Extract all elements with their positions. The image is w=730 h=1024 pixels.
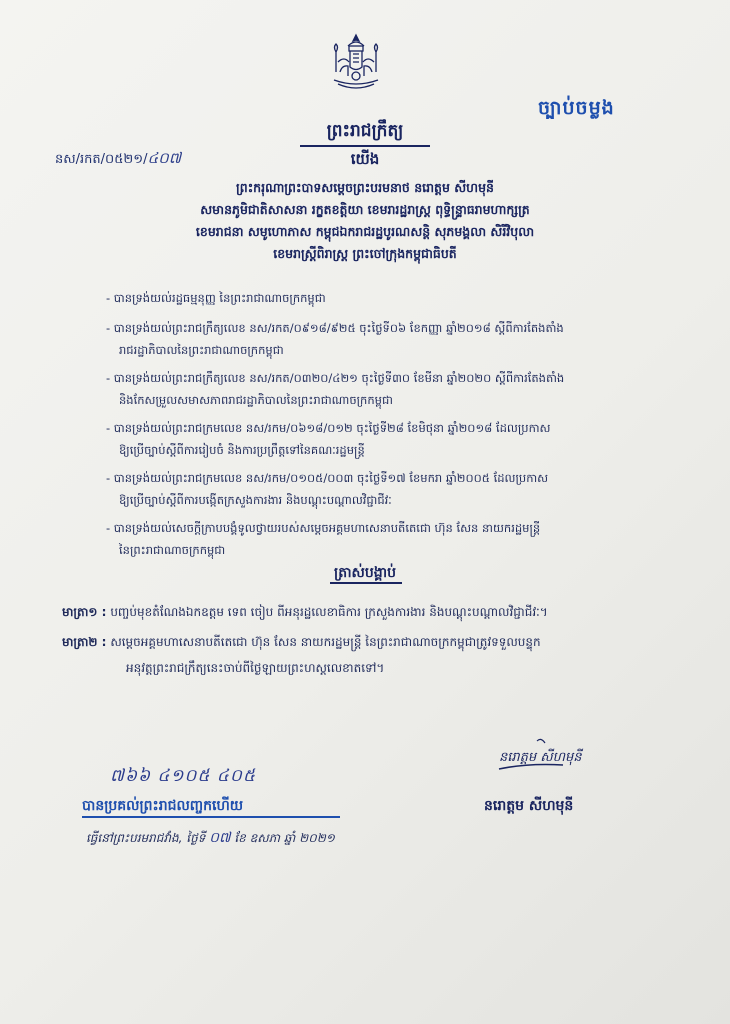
recital-line: - បានទ្រង់យល់ព្រះរាជក្រមលេខ នស/រកម/០៦១៨/០១២ ចុះថ្ងៃទី២៨ ខែមិថុនា ឆ្នាំ២០១៨ ដែលប្រកាស xyxy=(106,421,551,435)
article-label: មាត្រា២ : xyxy=(62,635,107,649)
article-text: អនុវត្តព្រះរាជក្រឹត្យនេះចាប់ពីថ្ងៃឡាយព្រះហស្តលេខាតទៅ។ xyxy=(126,661,385,675)
date-suffix: ខែ ឧសភា ឆ្នាំ ២០២១ xyxy=(234,831,335,845)
title-underline xyxy=(300,145,430,147)
registration-stamp: បានប្រគល់ព្រះរាជលញ្ចកហើយ xyxy=(82,798,244,814)
recital-line: នៃព្រះរាជាណាចក្រកម្ពុជា xyxy=(119,543,226,557)
article-text: សម្តេចអគ្គមហាសេនាបតីតេជោ ហ៊ុន សែន នាយករដ្ឋមន្ត្រី នៃព្រះរាជាណាចក្រកម្ពុជាត្រូវទទួលបន្ទុក xyxy=(110,635,541,649)
royal-coat-of-arms-icon xyxy=(328,32,384,94)
document-title: ព្រះរាជក្រឹត្យ xyxy=(326,121,404,141)
king-title-line: សមានភូមិជាតិសាសនា រក្ខតខត្តិយា ខេមរារដ្ឋរាស្ត្រ ពុទ្ធិន្ទ្រាធរាមហាក្សត្រ xyxy=(200,202,530,217)
recital-line: - បានទ្រង់យល់សេចក្តីក្រាបបង្គំទូលថ្វាយរបស់សម្តេចអគ្គមហាសេនាបតីតេជោ ហ៊ុន សែន នាយករដ្ឋមន្ត្រី xyxy=(106,521,541,535)
registration-stamp-underline xyxy=(82,816,340,818)
signature-handwritten: នរោត្តម សីហមុនី xyxy=(499,750,582,765)
issue-date xyxy=(86,828,335,849)
recital-line: - បានទ្រង់យល់ព្រះរាជក្រឹត្យលេខ នស/រកត/០៣២០/៤២១ ចុះថ្ងៃទី៣០ ខែមីនា ឆ្នាំ២០២០ ស្តីពីការតែងតាំង xyxy=(106,371,565,385)
recital-line: និងកែសម្រួលសមាសភាពរាជរដ្ឋាភិបាលនៃព្រះរាជាណាចក្រកម្ពុជា xyxy=(119,393,393,407)
recital-line: រាជរដ្ឋាភិបាលនៃព្រះរាជាណាចក្រកម្ពុជា xyxy=(119,343,284,357)
registration-number: ៧៦៦ ៤១០៥ ៤០៥ xyxy=(110,766,256,786)
recital-line: - បានទ្រង់យល់រដ្ឋធម្មនុញ្ញ នៃព្រះរាជាណាចក្រកម្ពុជា xyxy=(106,291,326,305)
word-yeung: យើង xyxy=(350,150,380,168)
recital-line: - បានទ្រង់យល់ព្រះរាជក្រឹត្យលេខ នស/រកត/០៩១៨/៩២៥ ចុះថ្ងៃទី០៦ ខែកញ្ញា ឆ្នាំ២០១៨ ស្តីពីការតែងតាំង xyxy=(106,321,564,335)
decree-underline xyxy=(330,582,402,584)
recital-line: - បានទ្រង់យល់ព្រះរាជក្រមលេខ នស/រកម/០១០៥/០០៣ ចុះថ្ងៃទី១៧ ខែមករា ឆ្នាំ២០០៥ ដែលប្រកាស xyxy=(106,471,549,485)
recital-line: ឱ្យប្រើច្បាប់ស្តីពីការបង្កើតក្រសួងការងារ និងបណ្តុះបណ្តាលវិជ្ជាជីវៈ xyxy=(119,493,392,507)
article-2 xyxy=(62,634,682,652)
decree-heading: ត្រាស់បង្គាប់ xyxy=(334,565,396,581)
royal-signature xyxy=(497,735,582,777)
article-1 xyxy=(62,604,682,622)
king-title-line: ខេមរាជនា សមូហោភាស កម្ពុជឯករាជរដ្ឋបូរណសន្តិ សុភមង្គលា សិរីវិបុលា xyxy=(195,224,535,239)
king-title-line: ខេមរាស្ត្រីពិរាស្ត្រ ព្រះចៅក្រុងកម្ពុជាធិបតី xyxy=(273,246,457,261)
copy-stamp: ច្បាប់ចម្លង xyxy=(538,97,615,119)
reference-printed: នស/រកត/០៥២១/ xyxy=(55,152,148,167)
date-prefix: ធ្វើនៅព្រះបរមរាជវាំង, ថ្ងៃទី xyxy=(86,831,206,845)
reference-handwritten: ៤០៧ xyxy=(147,149,182,167)
signatory-name: នរោត្តម សីហមុនី xyxy=(484,798,574,814)
date-day: ០៧ xyxy=(209,830,231,846)
article-text: បញ្ចប់មុខតំណែងឯកឧត្តម ទេព ចៀប ពីអនុរដ្ឋលេខាធិការ ក្រសួងការងារ និងបណ្តុះបណ្តាលវិជ្ជាជីវៈ។ xyxy=(110,605,548,619)
king-title-line: ព្រះករុណាព្រះបាទសម្តេចព្រះបរមនាថ នរោត្តម សីហមុនី xyxy=(236,180,494,195)
article-label: មាត្រា១ : xyxy=(62,605,107,619)
recital-line: ឱ្យប្រើច្បាប់ស្តីពីការរៀបចំ និងការប្រព្រឹត្តទៅនៃគណៈរដ្ឋមន្ត្រី xyxy=(119,443,365,457)
